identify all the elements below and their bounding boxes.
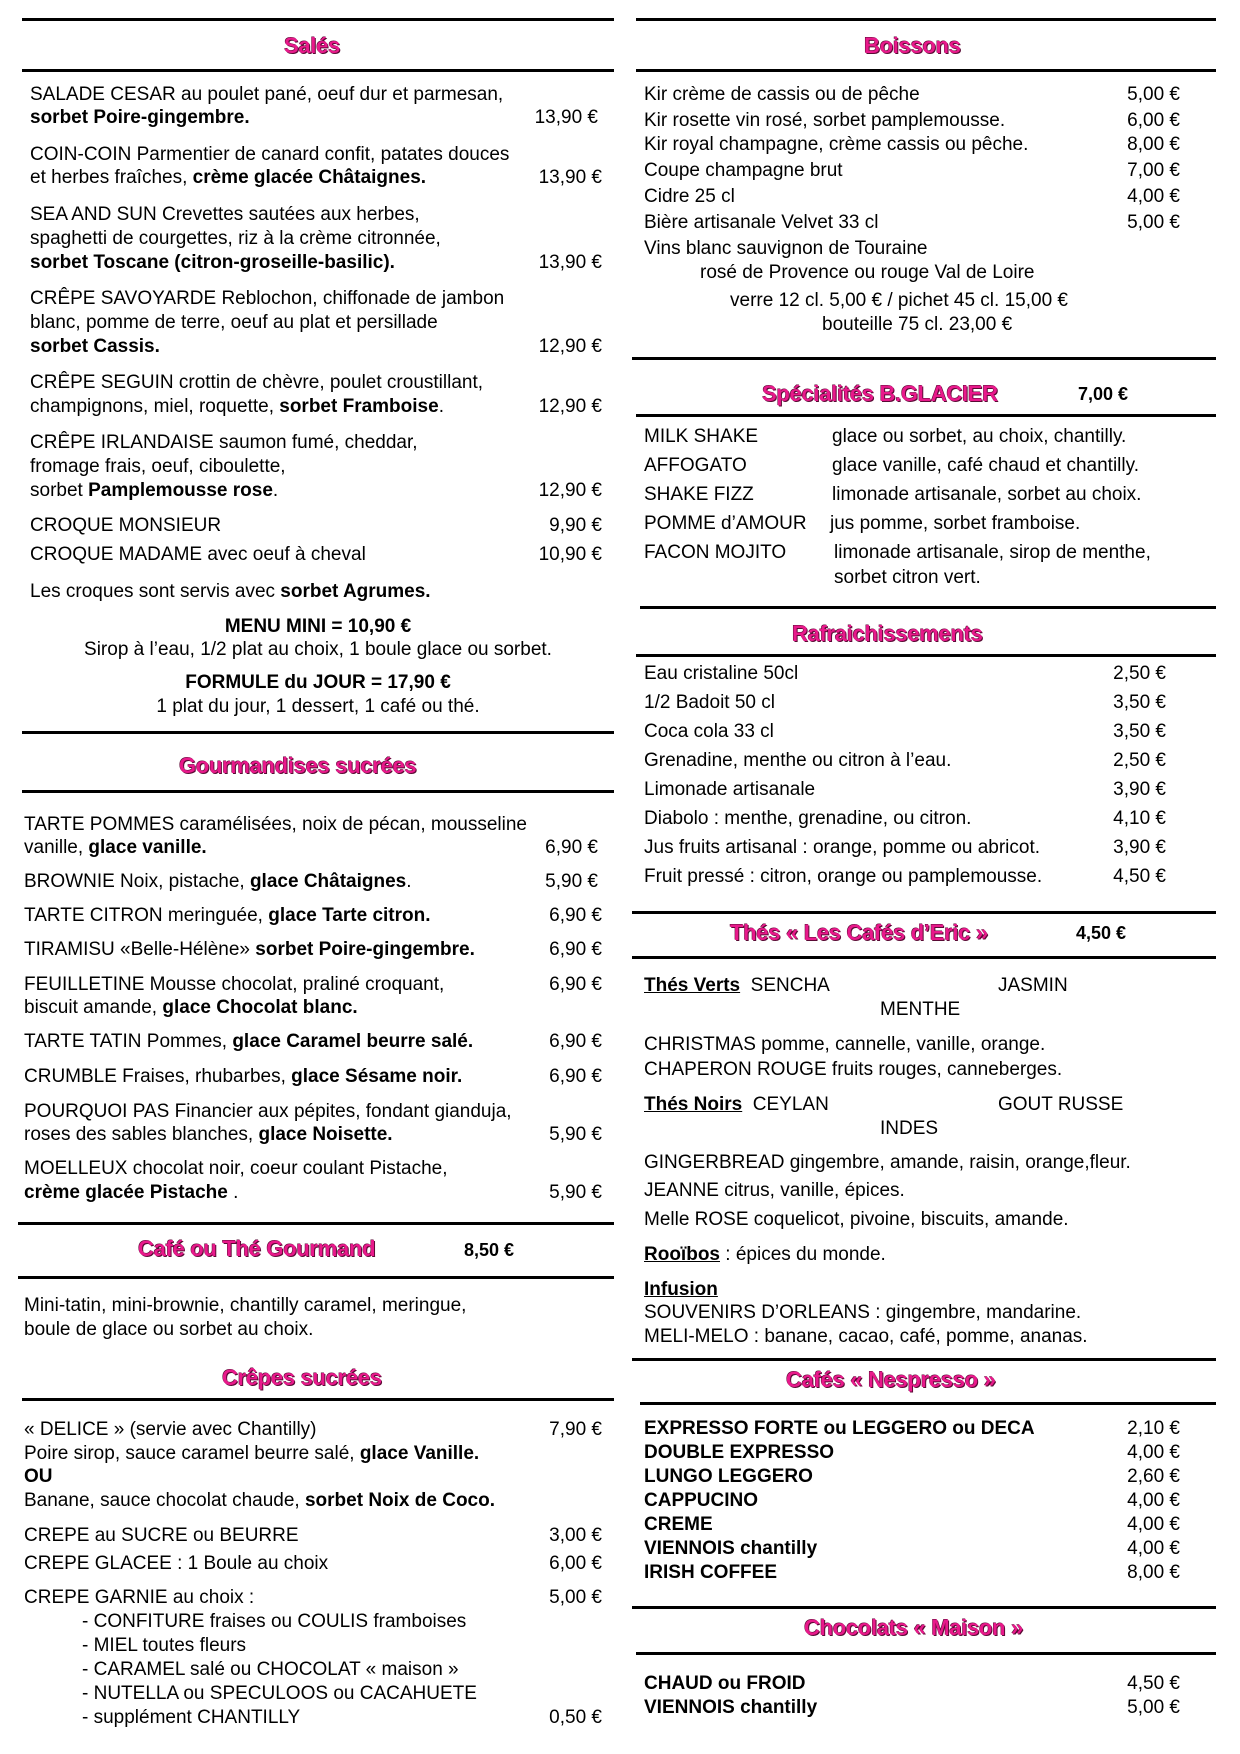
divider [22,69,614,72]
coffee-price: 8,00 € [1127,1562,1180,1583]
menu-item-line: roses des sables blanches, glace Noisette. [24,1124,393,1145]
divider [632,1606,1216,1609]
menu-item-price: 9,90 € [549,515,602,536]
vins-line: verre 12 cl. 5,00 € / pichet 45 cl. 15,00 € [730,290,1068,311]
menu-item-line: sorbet Toscane (citron-groseille-basilic). [30,252,395,273]
cafe-gourmand-desc: Mini-tatin, mini-brownie, chantilly caramel, meringue, [24,1295,467,1316]
menu-item-line: CRÊPE SEGUIN crottin de chèvre, poulet croustillant, [30,372,484,393]
drink-price: 3,90 € [1113,837,1166,858]
menu-item-line: champignons, miel, roquette, sorbet Framboise. [30,396,444,417]
menu-item-price: 10,90 € [538,544,602,565]
section-title-cafes: Cafés « Nespresso » [786,1367,996,1392]
drink-item: Cidre 25 cl [644,186,735,207]
divider [22,790,614,793]
menu-item-line: « DELICE » (servie avec Chantilly) [24,1419,317,1440]
drink-price: 2,50 € [1113,663,1166,684]
croques-note: Les croques sont servis avec sorbet Agrumes. [30,581,431,602]
drink-price: 2,50 € [1113,750,1166,771]
drink-item: Kir royal champagne, crème cassis ou pêche. [644,134,1029,155]
menu-item-price: 5,90 € [549,1182,602,1203]
drink-price: 3,90 € [1113,779,1166,800]
drink-price: 4,10 € [1113,808,1166,829]
coffee-item: CREME [644,1514,713,1535]
menu-item-price: 13,90 € [538,252,602,273]
menu-item-line: fromage frais, oeuf, ciboulette, [30,456,286,477]
menu-item-line: TARTE TATIN Pommes, glace Caramel beurre salé. [24,1031,474,1052]
menu-item-line: sorbet Pamplemousse rose. [30,480,279,501]
divider [636,414,1216,417]
vins-line: Vins blanc sauvignon de Touraine [644,238,928,259]
menu-item-price: 3,00 € [549,1525,602,1546]
crepe-option: - NUTELLA ou SPECULOOS ou CACAHUETE [82,1683,477,1704]
coffee-item: EXPRESSO FORTE ou LEGGERO ou DECA [644,1418,1035,1439]
drink-item: Grenadine, menthe ou citron à l’eau. [644,750,952,771]
specialite-desc: limonade artisanale, sorbet au choix. [832,484,1142,505]
menu-item-line: sorbet Cassis. [30,336,160,357]
divider [22,1398,614,1401]
menu-item-price: 7,90 € [549,1419,602,1440]
drink-price: 5,00 € [1127,212,1180,233]
menu-item-price: 6,90 € [549,974,602,995]
specialite-name: AFFOGATO [644,455,747,476]
crepe-option: - CONFITURE fraises ou COULIS framboises [82,1611,467,1632]
section-title-chocolats: Chocolats « Maison » [804,1615,1023,1640]
menu-item-line: TIRAMISU «Belle-Hélène» sorbet Poire-gingembre. [24,939,475,960]
section-title-gourmandises: Gourmandises sucrées [179,753,417,778]
drink-item: Limonade artisanale [644,779,816,800]
divider [640,606,1216,609]
specialite-name: POMME d’AMOUR [644,513,807,534]
tea-name: JASMIN [998,975,1068,996]
section-title-specialites: Spécialités B.GLACIER [762,381,998,406]
menu-item-price: 13,90 € [534,107,598,128]
drink-item: Jus fruits artisanal : orange, pomme ou abricot. [644,837,1041,858]
menu-item-line: TARTE CITRON meringuée, glace Tarte citron. [24,905,431,926]
section-title-thes: Thés « Les Cafés d’Eric » [730,920,988,945]
menu-item-price: 6,90 € [549,1066,602,1087]
coffee-item: IRISH COFFEE [644,1562,778,1583]
divider [636,1652,1216,1655]
tea-name: GOUT RUSSE [998,1094,1124,1115]
divider [636,18,1216,21]
menu-item-line: SALADE CESAR au poulet pané, oeuf dur et parmesan, [30,84,504,105]
menu-item-price: 6,90 € [549,939,602,960]
chocolate-price: 4,50 € [1127,1673,1180,1694]
menu-item-price: 12,90 € [538,396,602,417]
divider [636,69,1216,72]
vins-line: rosé de Provence ou rouge Val de Loire [700,262,1035,283]
menu-item-line: FEUILLETINE Mousse chocolat, praliné croquant, [24,974,445,995]
menu-item-line: COIN-COIN Parmentier de canard confit, patates douces [30,144,510,165]
coffee-item: DOUBLE EXPRESSO [644,1442,835,1463]
menu-item-line: CRUMBLE Fraises, rhubarbes, glace Sésame noir. [24,1066,463,1087]
divider [632,911,1216,914]
crepe-option: - CARAMEL salé ou CHOCOLAT « maison » [82,1659,459,1680]
chocolate-item: VIENNOIS chantilly [644,1697,818,1718]
menu-item-price: 12,90 € [538,336,602,357]
drink-price: 5,00 € [1127,84,1180,105]
menu-item-line: CROQUE MADAME avec oeuf à cheval [30,544,366,565]
section-title-sales: Salés [284,33,340,58]
menu-item-price: 5,00 € [549,1587,602,1608]
cafe-gourmand-desc: boule de glace ou sorbet au choix. [24,1319,314,1340]
menu-item-price: 0,50 € [549,1707,602,1728]
menu-item-line: vanille, glace vanille. [24,837,207,858]
coffee-item: VIENNOIS chantilly [644,1538,818,1559]
tea-item: JEANNE citrus, vanille, épices. [644,1180,905,1201]
chocolate-item: CHAUD ou FROID [644,1673,806,1694]
vins-line: bouteille 75 cl. 23,00 € [822,314,1013,335]
menu-item-price: 5,90 € [545,871,598,892]
menu-mini: MENU MINI = 10,90 € [224,616,412,637]
tea-item: GINGERBREAD gingembre, amande, raisin, orange,fleur. [644,1152,1131,1173]
drink-price: 4,50 € [1113,866,1166,887]
menu-item-line: MOELLEUX chocolat noir, coeur coulant Pistache, [24,1158,448,1179]
drink-item: Kir crème de cassis ou de pêche [644,84,920,105]
drink-item: 1/2 Badoit 50 cl [644,692,775,713]
menu-item-line: CREPE GARNIE au choix : [24,1587,255,1608]
formule-desc: 1 plat du jour, 1 dessert, 1 café ou thé. [156,696,480,717]
menu-item-line: spaghetti de courgettes, riz à la crème citronnée, [30,228,441,249]
menu-mini-desc: Sirop à l’eau, 1/2 plat au choix, 1 boule glace ou sorbet. [84,639,552,660]
drink-item: Eau cristaline 50cl [644,663,799,684]
specialite-name: MILK SHAKE [644,426,759,447]
section-title-cafe-gourmand: Café ou Thé Gourmand [138,1236,376,1261]
menu-item-line: Poire sirop, sauce caramel beurre salé, glace Vanille. [24,1443,480,1464]
crepe-option: - supplément CHANTILLY [82,1707,301,1728]
menu-item-line: CREPE au SUCRE ou BEURRE [24,1525,299,1546]
drink-item: Kir rosette vin rosé, sorbet pamplemousse. [644,110,1006,131]
coffee-price: 4,00 € [1127,1442,1180,1463]
drink-item: Coupe champagne brut [644,160,843,181]
menu-item-line: crème glacée Pistache . [24,1182,239,1203]
section-title-rafraichissements: Rafraichissements [792,621,983,646]
menu-item-price: 6,00 € [549,1553,602,1574]
divider [18,1222,614,1225]
section-price: 8,50 € [464,1240,515,1260]
divider [640,1402,1216,1405]
menu-item-line: CRÊPE SAVOYARDE Reblochon, chiffonade de jambon [30,288,505,309]
crepe-option: - MIEL toutes fleurs [82,1635,247,1656]
specialite-desc: limonade artisanale, sirop de menthe, [834,542,1151,563]
divider [18,1276,614,1279]
divider [22,18,614,21]
menu-item-line: SEA AND SUN Crevettes sautées aux herbes, [30,204,420,225]
drink-price: 6,00 € [1127,110,1180,131]
tea-row: Thés Verts SENCHA [644,975,830,996]
menu-item-price: 13,90 € [538,167,602,188]
tea-row: Thés Noirs CEYLAN [644,1094,829,1115]
drink-item: Fruit pressé : citron, orange ou pamplemousse. [644,866,1043,887]
menu-item-price: 6,90 € [549,1031,602,1052]
divider [632,357,1216,360]
specialite-name: FACON MOJITO [644,542,787,563]
coffee-item: LUNGO LEGGERO [644,1466,813,1487]
menu-item-line: POURQUOI PAS Financier aux pépites, fondant gianduja, [24,1101,512,1122]
coffee-price: 4,00 € [1127,1490,1180,1511]
tea-name: MENTHE [880,999,961,1020]
menu-item-price: 12,90 € [538,480,602,501]
drink-price: 3,50 € [1113,721,1166,742]
section-price: 7,00 € [1078,384,1129,404]
menu-item-line: biscuit amande, glace Chocolat blanc. [24,997,358,1018]
coffee-price: 4,00 € [1127,1514,1180,1535]
drink-item: Bière artisanale Velvet 33 cl [644,212,879,233]
section-price: 4,50 € [1076,923,1127,943]
specialite-desc: jus pomme, sorbet framboise. [830,513,1081,534]
drink-price: 4,00 € [1127,186,1180,207]
menu-item-line: CRÊPE IRLANDAISE saumon fumé, cheddar, [30,432,418,453]
divider [632,956,1216,959]
coffee-item: CAPPUCINO [644,1490,759,1511]
tea-row: Infusion [644,1279,718,1300]
specialite-desc: glace vanille, café chaud et chantilly. [832,455,1139,476]
menu-item-price: 6,90 € [549,905,602,926]
section-title-crepes: Crêpes sucrées [222,1365,382,1390]
menu-item-line: BROWNIE Noix, pistache, glace Châtaignes. [24,871,412,892]
specialite-desc: glace ou sorbet, au choix, chantilly. [832,426,1127,447]
coffee-price: 2,60 € [1127,1466,1180,1487]
menu-item-line: et herbes fraîches, crème glacée Châtaignes. [30,167,427,188]
coffee-price: 4,00 € [1127,1538,1180,1559]
menu-item-line: CROQUE MONSIEUR [30,515,222,536]
tea-item: Melle ROSE coquelicot, pivoine, biscuits, amande. [644,1209,1069,1230]
drink-item: Diabolo : menthe, grenadine, ou citron. [644,808,972,829]
menu-item-line: TARTE POMMES caramélisées, noix de pécan, mousseline [24,814,527,835]
specialite-desc: sorbet citron vert. [834,567,981,588]
chocolate-price: 5,00 € [1127,1697,1180,1718]
drink-item: Coca cola 33 cl [644,721,774,742]
menu-item-line: CREPE GLACEE : 1 Boule au choix [24,1553,329,1574]
specialite-name: SHAKE FIZZ [644,484,754,505]
tea-item: CHAPERON ROUGE fruits rouges, canneberges. [644,1059,1063,1080]
formule-du-jour: FORMULE du JOUR = 17,90 € [185,672,451,693]
tea-name: INDES [880,1118,939,1139]
coffee-price: 2,10 € [1127,1418,1180,1439]
tea-item: CHRISTMAS pomme, cannelle, vanille, orange. [644,1034,1046,1055]
menu-item-price: 5,90 € [549,1124,602,1145]
tea-row: Rooïbos : épices du monde. [644,1244,886,1265]
tea-item: SOUVENIRS D’ORLEANS : gingembre, mandarine. [644,1302,1082,1323]
divider [636,654,1216,657]
drink-price: 3,50 € [1113,692,1166,713]
menu-item-line: Banane, sauce chocolat chaude, sorbet Noix de Coco. [24,1490,496,1511]
tea-item: MELI-MELO : banane, cacao, café, pomme, ananas. [644,1326,1088,1347]
menu-item-price: 6,90 € [545,837,598,858]
menu-item-line: blanc, pomme de terre, oeuf au plat et persillade [30,312,438,333]
section-title-boissons: Boissons [864,33,961,58]
menu-item-line: OU [24,1466,53,1487]
menu-item-line: sorbet Poire-gingembre. [30,107,250,128]
drink-price: 7,00 € [1127,160,1180,181]
drink-price: 8,00 € [1127,134,1180,155]
divider [632,1358,1216,1361]
divider [22,731,614,734]
